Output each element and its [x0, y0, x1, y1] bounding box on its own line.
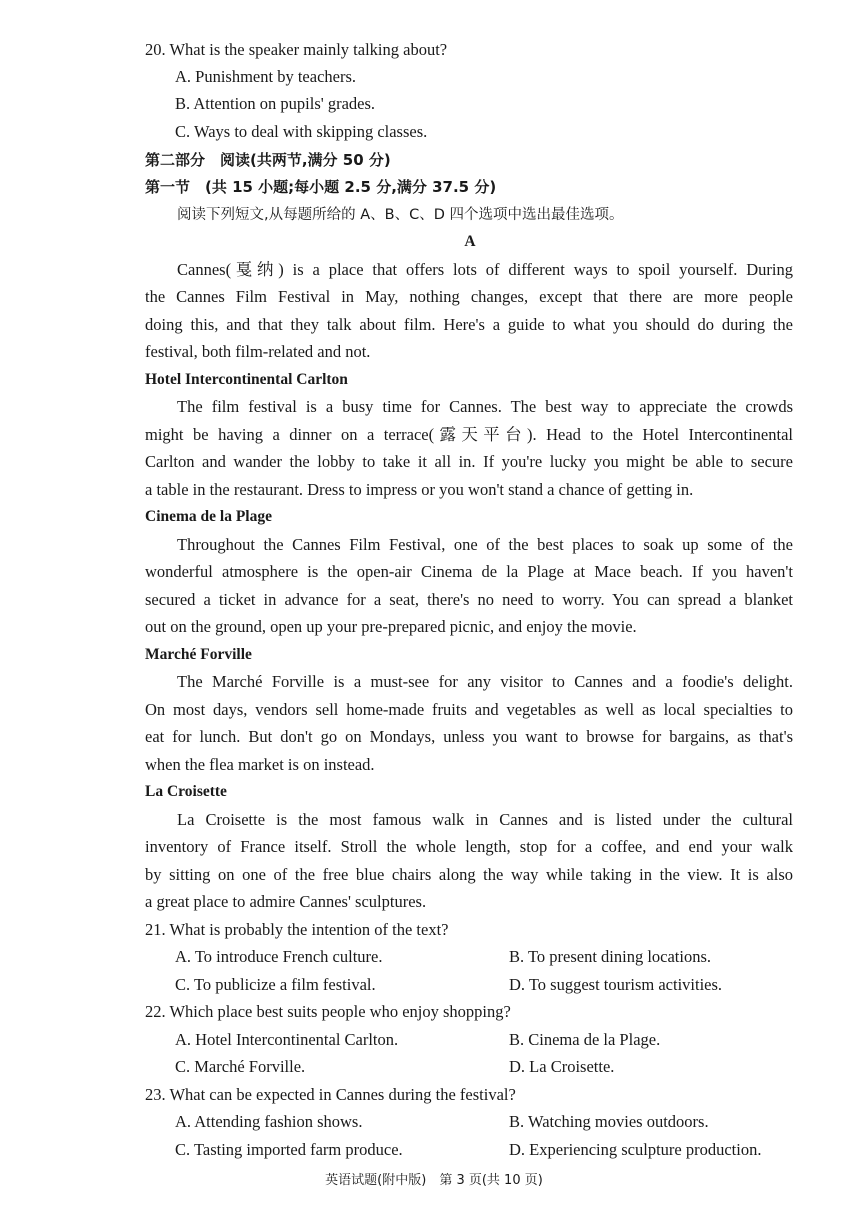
question-22-option-d: D. La Croisette. — [509, 1057, 615, 1076]
section-heading-croisette: La Croisette — [145, 783, 227, 800]
question-20-stem: 20. What is the speaker mainly talking about? — [145, 40, 448, 59]
cinema-line: secured a ticket in advance for a seat, there's no need to worry. You can spread a blanket — [145, 590, 793, 609]
marche-line: eat for lunch. But don't go on Mondays, unless you want to browse for bargains, as that's — [145, 727, 793, 746]
question-22-option-b: B. Cinema de la Plage. — [509, 1030, 661, 1049]
cinema-line: Throughout the Cannes Film Festival, one of the best places to soak up some of the — [177, 535, 793, 554]
question-23-option-c: C. Tasting imported farm produce. — [175, 1140, 403, 1159]
question-20-option-c: C. Ways to deal with skipping classes. — [175, 122, 428, 141]
marche-line: The Marché Forville is a must-see for any visitor to Cannes and a foodie's delight. — [177, 672, 793, 691]
page-footer: 英语试题(附中版) 第 3 页(共 10 页) — [325, 1173, 543, 1188]
section-1-title: 第一节 (共 15 小题;每小题 2.5 分,满分 37.5 分) — [145, 178, 497, 196]
croisette-line: by sitting on one of the free blue chairs along the way while taking in the view. It is also — [145, 865, 793, 884]
question-22-stem: 22. Which place best suits people who enjoy shopping? — [145, 1002, 511, 1021]
question-22-option-a: A. Hotel Intercontinental Carlton. — [175, 1030, 399, 1049]
question-21-stem: 21. What is probably the intention of the text? — [145, 920, 449, 939]
question-23-option-d: D. Experiencing sculpture production. — [509, 1140, 762, 1159]
hotel-line: The film festival is a busy time for Cannes. The best way to appreciate the crowds — [177, 397, 793, 416]
intro-line: the Cannes Film Festival in May, nothing changes, except that there are more people — [145, 287, 793, 306]
intro-line: doing this, and that they talk about film. Here's a guide to what you should do during the — [145, 315, 793, 334]
section-heading-marche: Marché Forville — [145, 646, 252, 663]
question-21-option-d: D. To suggest tourism activities. — [509, 975, 723, 994]
section-heading-cinema: Cinema de la Plage — [145, 508, 272, 525]
reading-instructions: 阅读下列短文,从每题所给的 A、B、C、D 四个选项中选出最佳选项。 — [177, 207, 624, 223]
hotel-line: might be having a dinner on a terrace(露天平台). Head to the Hotel Intercontinental — [145, 425, 793, 444]
question-23-stem: 23. What can be expected in Cannes during the festival? — [145, 1085, 516, 1104]
section-2-title: 第二部分 阅读(共两节,满分 50 分) — [145, 151, 391, 169]
question-21-option-a: A. To introduce French culture. — [175, 947, 383, 966]
section-heading-hotel: Hotel Intercontinental Carlton — [145, 371, 348, 388]
question-21-option-b: B. To present dining locations. — [509, 947, 712, 966]
question-20-option-b: B. Attention on pupils' grades. — [175, 94, 376, 113]
intro-line: festival, both film-related and not. — [145, 342, 371, 361]
marche-line: when the flea market is on instead. — [145, 755, 375, 774]
hotel-line: a table in the restaurant. Dress to impress or you won't stand a chance of getting in. — [145, 480, 694, 499]
question-23-option-b: B. Watching movies outdoors. — [509, 1112, 709, 1131]
intro-line: Cannes(戛纳) is a place that offers lots of different ways to spoil yourself. During — [177, 260, 793, 279]
hotel-line: Carlton and wander the lobby to take it all in. If you're lucky you might be able to secure — [145, 452, 793, 471]
question-20-option-a: A. Punishment by teachers. — [175, 67, 357, 86]
cinema-line: out on the ground, open up your pre-prepared picnic, and enjoy the movie. — [145, 617, 637, 636]
croisette-line: inventory of France itself. Stroll the whole length, stop for a coffee, and end your walk — [145, 837, 793, 856]
question-21-option-c: C. To publicize a film festival. — [175, 975, 376, 994]
croisette-line: a great place to admire Cannes' sculptures. — [145, 892, 427, 911]
croisette-line: La Croisette is the most famous walk in Cannes and is listed under the cultural — [177, 810, 793, 829]
passage-label: A — [464, 233, 476, 250]
question-22-option-c: C. Marché Forville. — [175, 1057, 306, 1076]
cinema-line: wonderful atmosphere is the open-air Cinema de la Plage at Mace beach. If you haven't — [145, 562, 793, 581]
marche-line: On most days, vendors sell home-made fruits and vegetables as well as local specialties to — [145, 700, 793, 719]
question-23-option-a: A. Attending fashion shows. — [175, 1112, 363, 1131]
